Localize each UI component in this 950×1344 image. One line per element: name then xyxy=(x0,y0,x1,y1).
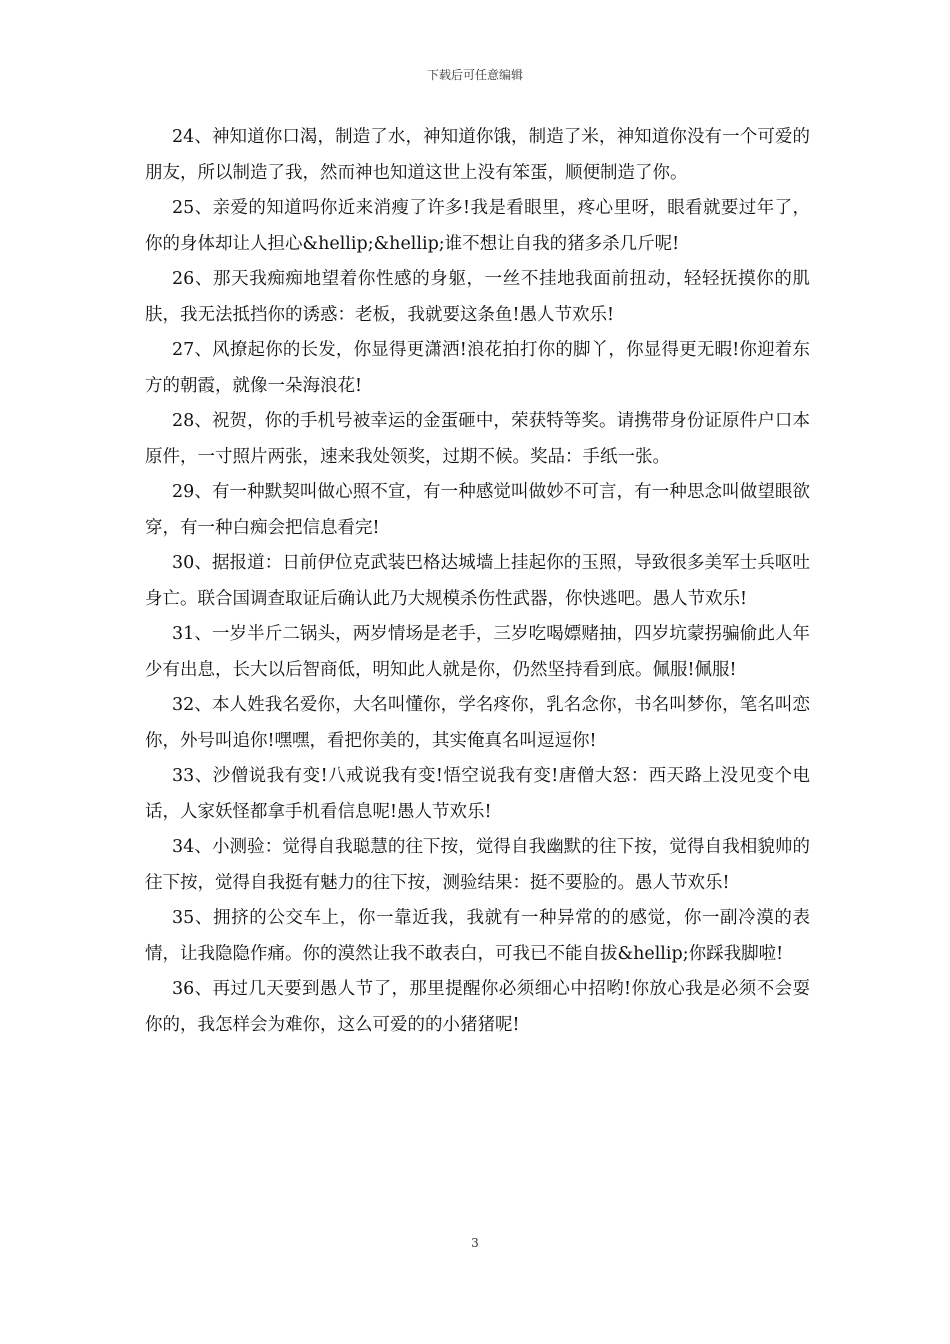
page-number: 3 xyxy=(471,1236,479,1250)
paragraph-31: 31、一岁半斤二锅头，两岁情场是老手，三岁吃喝嫖赌抽，四岁坑蒙拐骗偷此人年少有出息，长大以后智商低，明知此人就是你，仍然坚持看到底。佩服!佩服! xyxy=(145,624,810,680)
paragraph-29: 29、有一种默契叫做心照不宣，有一种感觉叫做妙不可言，有一种思念叫做望眼欲穿，有一种白痴会把信息看完! xyxy=(145,482,810,538)
page-header: 下载后可任意编辑 xyxy=(426,68,523,82)
paragraph-35: 35、拥挤的公交车上，你一靠近我，我就有一种异常的的感觉，你一副冷漠的表情，让我隐隐作痛。你的漠然让我不敢表白，可我已不能自拔&hellip;你踩我脚啦! xyxy=(145,908,810,964)
paragraph-25: 25、亲爱的知道吗你近来消瘦了许多!我是看眼里，疼心里呀，眼看就要过年了，你的身体却让人担心&hellip;&hellip;谁不想让自我的猪多杀几斤呢! xyxy=(145,198,810,254)
paragraph-28: 28、祝贺，你的手机号被幸运的金蛋砸中，荣获特等奖。请携带身份证原件户口本原件，一寸照片两张，速来我处领奖，过期不候。奖品：手纸一张。 xyxy=(145,411,810,467)
paragraph-36: 36、再过几天要到愚人节了，那里提醒你必须细心中招哟!你放心我是必须不会耍你的，我怎样会为难你，这么可爱的的小猪猪呢! xyxy=(145,979,810,1035)
paragraph-26: 26、那天我痴痴地望着你性感的身躯，一丝不挂地我面前扭动，轻轻抚摸你的肌肤，我无法抵挡你的诱惑：老板，我就要这条鱼!愚人节欢乐! xyxy=(145,269,810,325)
paragraph-34: 34、小测验：觉得自我聪慧的往下按，觉得自我幽默的往下按，觉得自我相貌帅的往下按，觉得自我挺有魅力的往下按，测验结果：挺不要脸的。愚人节欢乐! xyxy=(145,837,810,893)
paragraph-33: 33、沙僧说我有变!八戒说我有变!悟空说我有变!唐僧大怒：西天路上没见变个电话，人家妖怪都拿手机看信息呢!愚人节欢乐! xyxy=(145,766,810,822)
paragraph-24: 24、神知道你口渴，制造了水，神知道你饿，制造了米，神知道你没有一个可爱的朋友，所以制造了我，然而神也知道这世上没有笨蛋，顺便制造了你。 xyxy=(145,127,810,183)
paragraph-30: 30、据报道：日前伊位克武装巴格达城墙上挂起你的玉照，导致很多美军士兵呕吐身亡。联合国调查取证后确认此乃大规模杀伤性武器，你快逃吧。愚人节欢乐! xyxy=(145,553,810,609)
document-body xyxy=(145,120,810,1043)
paragraph-27: 27、风撩起你的长发，你显得更潇洒!浪花拍打你的脚丫，你显得更无暇!你迎着东方的朝霞，就像一朵海浪花! xyxy=(145,340,810,396)
paragraph-32: 32、本人姓我名爱你，大名叫懂你，学名疼你，乳名念你，书名叫梦你，笔名叫恋你，外号叫追你!嘿嘿，看把你美的，其实俺真名叫逗逗你! xyxy=(145,695,810,751)
